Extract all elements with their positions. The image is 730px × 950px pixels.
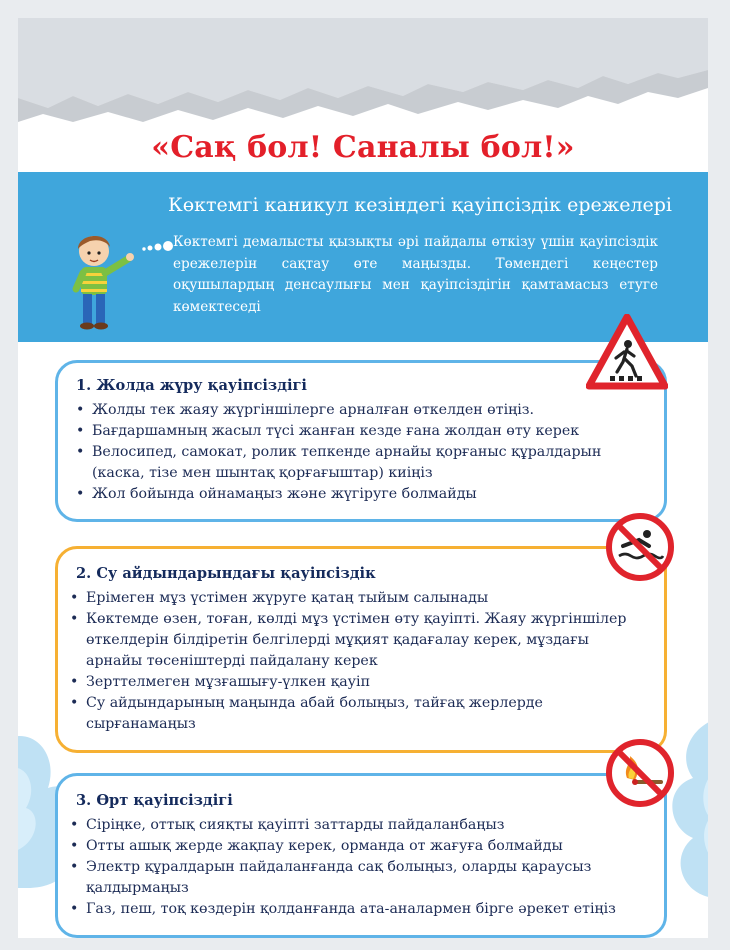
fire-safety-card [55, 773, 667, 938]
list-item: • Көктемде өзен, тоған, көлді мұз үстімен өту қауіпті. Жаяу жүргіншілер өткелдерін білдіретін белгілерді мұқият қадағалау керек, мұздағы арнайы төсеніштерді пайдалану керек [70, 609, 644, 672]
road-safety-card [55, 360, 667, 522]
torn-paper-header [18, 18, 708, 128]
list-item: • Сіріңке, оттық сияқты қауіпті заттарды пайдаланбаңыз [70, 815, 644, 836]
fire-safety-list [76, 815, 650, 920]
fire-safety-heading: 3. Өрт қауіпсіздігі [76, 792, 233, 809]
list-item: • Электр құралдарын пайдаланғанда сақ болыңыз, оларды қараусыз қалдырмаңыз [70, 857, 644, 899]
list-item: • Ерімеген мұз үстімен жүруге қатаң тыйым салынады [70, 588, 644, 609]
water-safety-list [76, 588, 650, 735]
water-safety-heading: 2. Су айдындарындағы қауіпсіздік [76, 565, 376, 582]
list-item: • Су айдындарының маңында абай болыңыз, тайғақ жерлерде сырғанамаңыз [70, 693, 644, 735]
pedestrian-warning-sign-icon [586, 314, 668, 390]
no-fire-icon [605, 738, 675, 808]
subtitle: Көктемгі каникул кезіндегі қауіпсіздік ережелері [168, 194, 673, 216]
road-safety-heading: 1. Жолда жүру қауіпсіздігі [76, 377, 307, 394]
list-item: • Жолды тек жаяу жүргіншілерге арналған өткелден өтіңіз. [76, 400, 650, 421]
intro-text: Көктемгі демалысты қызықты әрі пайдалы өткізу үшін қауіпсіздік ережелерін сақтау өте маңызды. Төмендегі кеңестер оқушылардың денсаулығы мен қауіпсіздігін қамтамасыз етуге көмектеседі [173, 234, 658, 315]
list-item: • Отты ашық жерде жақпау керек, орманда от жағуға болмайды [70, 836, 644, 857]
list-item: • Жол бойында ойнамаңыз және жүгіруге болмайды [76, 484, 650, 505]
list-item: • Газ, пеш, тоқ көздерін қолданғанда ата-аналармен бірге әрекет етіңіз [70, 899, 644, 920]
page-title: «Сақ бол! Саналы бол!» [151, 130, 575, 165]
water-safety-card [55, 546, 667, 753]
road-safety-list [76, 400, 650, 505]
list-item: • Велосипед, самокат, ролик тепкенде арнайы қорғаныс құралдарын (каска, тізе мен шынтақ қорғағыштар) киіңіз [76, 442, 650, 484]
poster [18, 18, 708, 938]
child-illustration [48, 223, 188, 338]
no-swimming-icon [605, 512, 675, 582]
list-item: • Зерттелмеген мұзғашығу-үлкен қауіп [70, 672, 644, 693]
list-item: • Бағдаршамның жасыл түсі жанған кезде ғана жолдан өту керек [76, 421, 650, 442]
